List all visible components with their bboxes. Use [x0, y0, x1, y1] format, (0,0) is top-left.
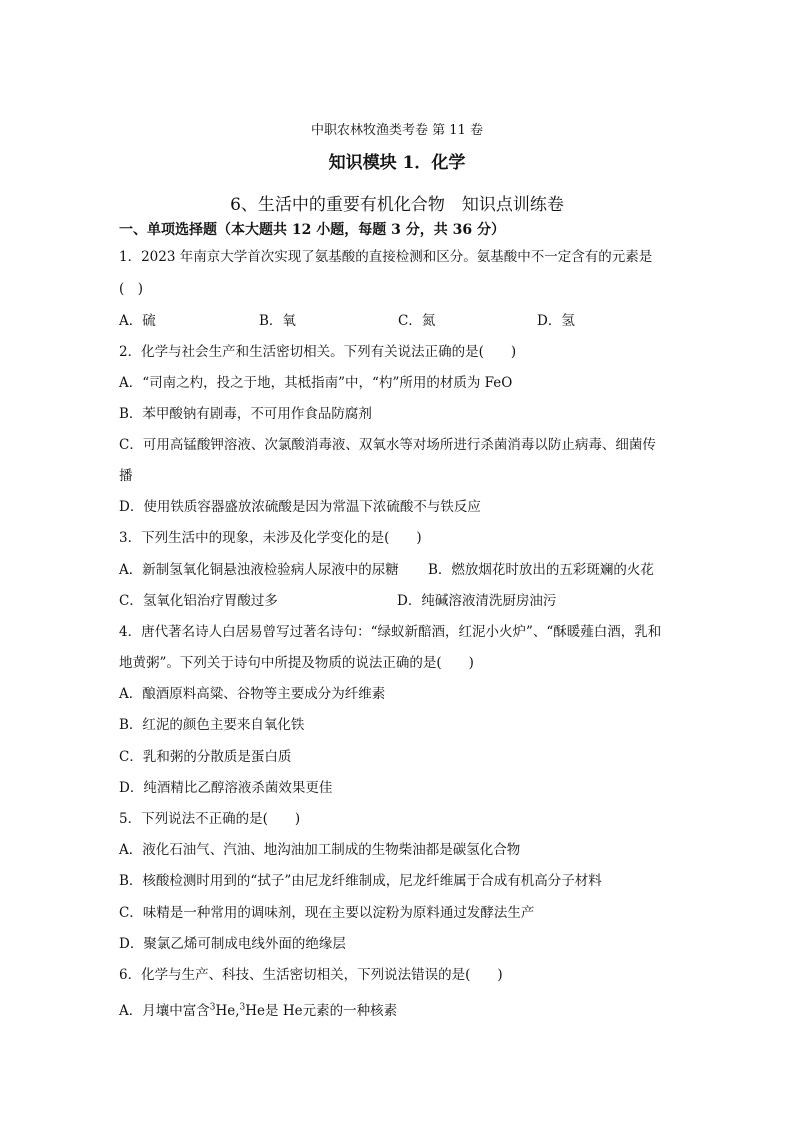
q6-option-a [119, 1002, 397, 1020]
q1-stem: 1．2023 年南京大学首次实现了氨基酸的直接检测和区分。氨基酸中不一定含有的元素是 [119, 249, 653, 265]
q1-option-a: A．硫 [119, 313, 156, 329]
q4-stem: 4．唐代著名诗人白居易曾写过著名诗句：“绿蚁新醅酒，红泥小火炉”、“酥暖薤白酒，乳和 [119, 624, 662, 640]
q2-stem: 2．化学与社会生产和生活密切相关。下列有关说法正确的是( ) [119, 344, 517, 360]
q6-stem: 6．化学与生产、科技、生活密切相关，下列说法错误的是( ) [119, 967, 503, 983]
q1-option-c: C．氮 [398, 313, 436, 329]
q1-option-b: B．氧 [259, 313, 296, 329]
q5-stem: 5．下列说法不正确的是( ) [119, 811, 301, 827]
q3-option-c: C．氢氧化铝治疗胃酸过多 [119, 593, 278, 609]
q3-option-a: A．新制氢氧化铜悬浊液检验病人尿液中的尿糖 [119, 562, 399, 578]
q4-option-a: A．酿酒原料高粱、谷物等主要成分为纤维素 [119, 686, 386, 702]
module-title: 知识模块 1．化学 [328, 153, 466, 173]
q2-option-a: A．“司南之杓，投之于地，其柢指南”中，“杓”所用的材质为 FeO [119, 375, 513, 391]
q5-option-a: A．液化石油气、汽油、地沟油加工制成的生物柴油都是碳氢化合物 [119, 842, 521, 858]
subtitle: 6、生活中的重要有机化合物 知识点训练卷 [230, 195, 564, 215]
q2-option-b: B．苯甲酸钠有剧毒，不可用作食品防腐剂 [119, 406, 372, 422]
q1-option-d: D．氢 [537, 313, 575, 329]
q6-option-a-mid: He, [215, 1003, 240, 1019]
q5-option-d: D．聚氯乙烯可制成电线外面的绝缘层 [119, 936, 346, 952]
q3-stem: 3．下列生活中的现象，未涉及化学变化的是( ) [119, 530, 422, 546]
q2-option-c-cont: 播 [119, 468, 133, 484]
q5-option-c: C．味精是一种常用的调味剂，现在主要以淀粉为原料通过发酵法生产 [119, 905, 535, 921]
q6-option-a-sup: 3 [209, 1002, 216, 1013]
section-title: 一、单项选择题（本大题共 12 小题，每题 3 分，共 36 分） [119, 222, 505, 238]
q4-stem-cont: 地黄粥”。下列关于诗句中所提及物质的说法正确的是( ) [119, 655, 474, 671]
q4-option-d: D．纯酒精比乙醇溶液杀菌效果更佳 [119, 780, 333, 796]
q2-option-d: D．使用铁质容器盛放浓硫酸是因为常温下浓硫酸不与铁反应 [119, 499, 481, 515]
q5-option-b: B．核酸检测时用到的“拭子”由尼龙纤维制成，尼龙纤维属于合成有机高分子材料 [119, 873, 602, 889]
q2-option-c: C．可用高锰酸钾溶液、次氯酸消毒液、双氧水等对场所进行杀菌消毒以防止病毒、细菌传 [119, 437, 656, 453]
q6-option-a-suffix: He是 He元素的一种核素 [245, 1003, 398, 1019]
q6-option-a-sup2: 3 [239, 1002, 246, 1013]
q3-option-d: D．纯碱溶液清洗厨房油污 [397, 593, 557, 609]
q3-option-b: B．燃放烟花时放出的五彩斑斓的火花 [428, 562, 654, 578]
exam-title: 中职农林牧渔类考卷 第 11 卷 [311, 123, 483, 138]
q4-option-c: C．乳和粥的分散质是蛋白质 [119, 749, 292, 765]
q4-option-b: B．红泥的颜色主要来自氧化铁 [119, 717, 305, 733]
q6-option-a-prefix: A．月壤中富含 [119, 1003, 210, 1019]
q1-stem-cont: ( ) [119, 281, 144, 297]
